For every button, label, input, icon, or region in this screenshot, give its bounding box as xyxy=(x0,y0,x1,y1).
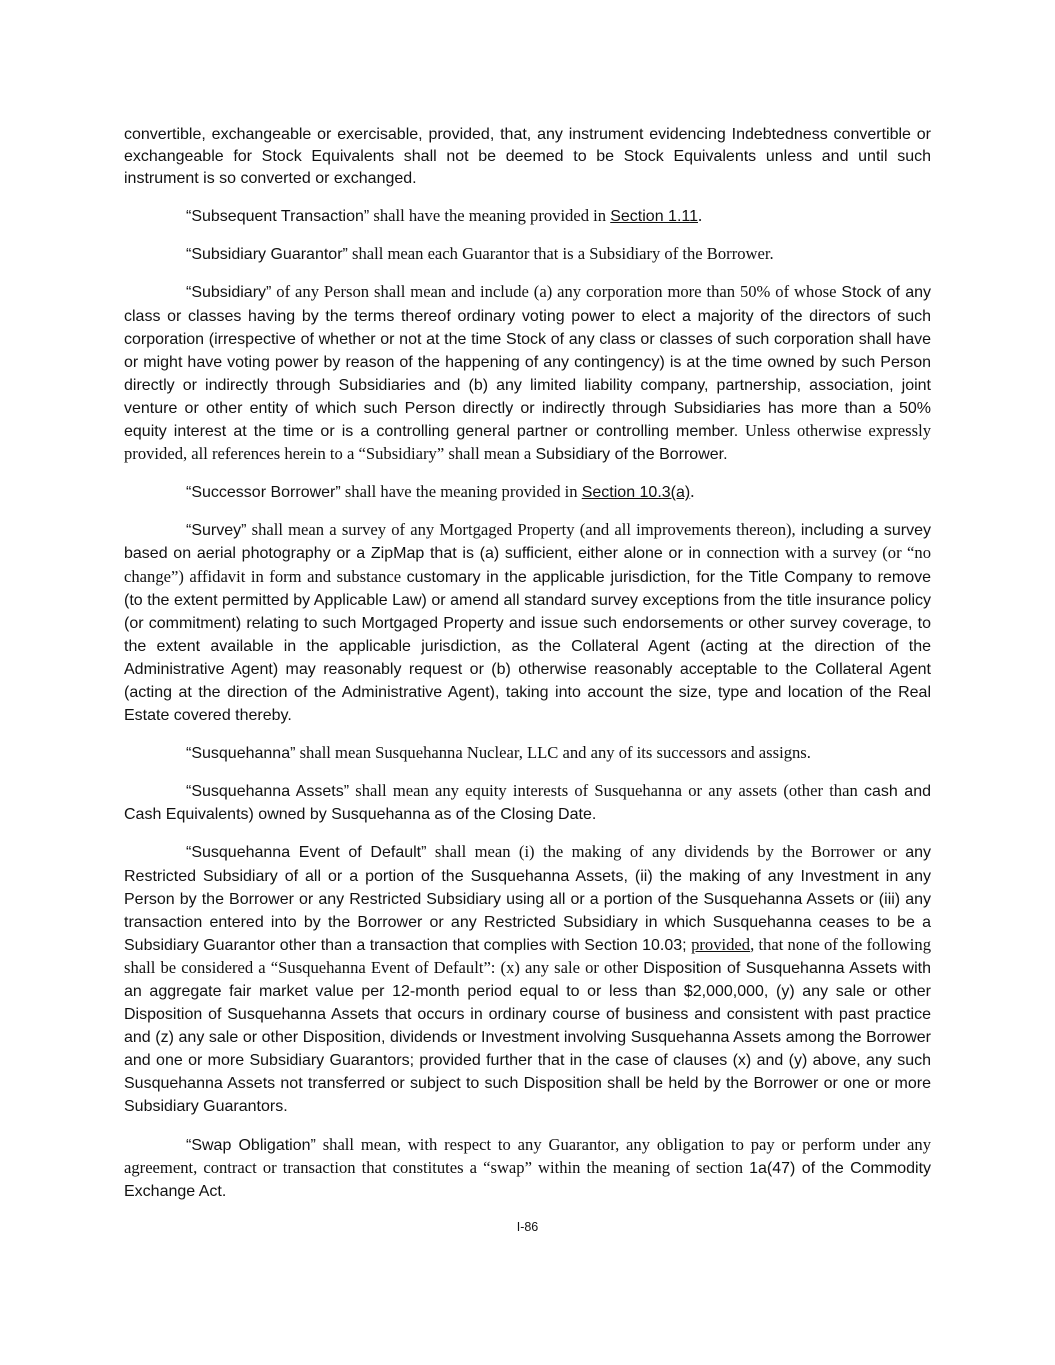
definition-text-sans-2: Disposition of Susquehanna Assets with an aggregate fair market value per 12-month period equal to or less than $2,000,000, (y) any sale or other Disposition of Susquehanna Assets that occurs in ordinary course of business and consistent with past practice and (z) any sale or other Disposition, dividends or Investment involving Susquehanna Assets among the Borrower and one or more Subsidiary Guarantors; provided further that in the case of clauses (x) and (y) above, any such Susquehanna Assets not transferred or subject to such Disposition shall be held by the Borrower or one or more Subsidiary Guarantors. xyxy=(124,959,931,1116)
page-number: I-86 xyxy=(516,1220,539,1234)
definition-text-sans: Stock of any class or classes having by the terms thereof ordinary voting power to elect a majority of the directors of such corporation (irrespective of whether or not at the time Stock of any class or classes of such corporation shall have or might have voting power by reason of the happening of any contingency) is at the time owned by such Person directly or indirectly through Subsidiaries and (b) any limited liability company, partnership, association, joint venture or other entity of which such Person directly or indirectly through Subsidiaries has more than a 50% equity interest at the time or is a controlling general partner or controlling member. xyxy=(124,284,931,441)
definition-text-sans: 1a(47) of the Commodity Exchange Act. xyxy=(124,1159,932,1200)
defined-term: “Subsidiary Guarantor” xyxy=(186,246,348,264)
defined-term: “Swap Obligation” xyxy=(186,1136,316,1154)
definition-text-2: connection with a survey (or “no change”) affidavit in form and substance xyxy=(124,543,931,586)
definition-subsequent-transaction xyxy=(124,205,931,228)
definition-successor-borrower xyxy=(124,481,931,504)
definition-text-2: Unless otherwise expressly provided, all references herein to a “Subsidiary” shall mean a xyxy=(124,421,931,464)
definition-text: shall have the meaning provided in xyxy=(340,482,582,502)
definition-text: shall mean each Guarantor that is a Subsidiary of the Borrower. xyxy=(347,244,774,264)
definition-text-2: , that none of the following shall be considered a “Susquehanna Event of Default”: (x) any sale or other xyxy=(124,934,931,977)
section-reference-link[interactable]: Section 1.11 xyxy=(610,208,698,226)
definition-subsidiary xyxy=(124,281,931,466)
defined-term: “Subsidiary” xyxy=(186,284,272,302)
definition-susquehanna-assets xyxy=(124,780,931,826)
definition-text: shall mean any equity interests of Susquehanna or any assets (other than xyxy=(349,781,864,801)
defined-term: “Successor Borrower” xyxy=(186,484,341,502)
definition-text: shall mean, with respect to any Guarantor, any obligation to pay or perform under any agreement, contract or transaction that constitutes a “swap” within the meaning of section xyxy=(124,1134,932,1177)
provided-word: provided xyxy=(691,934,751,954)
definition-text-sans-2: Subsidiary of the Borrower. xyxy=(535,446,728,464)
continuation-paragraph: convertible, exchangeable or exercisable, provided, that, any instrument evidencing Indebtedness convertible or exchangeable for Stock Equivalents shall not be deemed to be Stock Equivalents unless and until such instrument is so converted or exchanged. xyxy=(124,126,931,188)
definition-susquehanna xyxy=(124,742,931,765)
defined-term: “Susquehanna Assets” xyxy=(186,783,350,801)
definition-susquehanna-event-of-default xyxy=(124,841,931,1118)
definition-text: shall mean (i) the making of any dividends by the Borrower or xyxy=(426,842,906,862)
defined-term: “Susquehanna” xyxy=(186,745,296,763)
defined-term: “Susquehanna Event of Default” xyxy=(186,844,427,862)
defined-term: “Subsequent Transaction” xyxy=(186,208,370,226)
definition-text-sans: including a survey based on aerial photography or a ZipMap that is (a) sufficient, either alone or in xyxy=(124,522,931,563)
section-reference-link[interactable]: Section 10.3(a) xyxy=(581,484,691,502)
defined-term: “Survey” xyxy=(186,522,247,540)
definition-text: shall mean Susquehanna Nuclear, LLC and any of its successors and assigns. xyxy=(295,743,811,763)
definition-text: shall have the meaning provided in xyxy=(369,206,611,226)
definition-text: of any Person shall mean and include (a) any corporation more than 50% of whose xyxy=(271,282,842,302)
definition-text-end: . xyxy=(690,482,695,502)
definition-subsidiary-guarantor xyxy=(124,243,931,266)
definition-swap-obligation xyxy=(124,1134,931,1203)
definition-survey xyxy=(124,519,931,727)
definition-text-sans: cash and Cash Equivalents) owned by Susquehanna as of the Closing Date. xyxy=(124,783,931,824)
definition-text-sans-2: customary in the applicable jurisdiction, for the Title Company to remove (to the extent permitted by Applicable Law) or amend all standard survey exceptions from the title insurance policy (or commitment) relating to such Mortgaged Property and issue such endorsements or other survey coverage, to the extent available in the applicable jurisdiction, as the Collateral Agent (acting at the direction of the Administrative Agent) may reasonably request or (b) otherwise reasonably acceptable to the Collateral Agent (acting at the direction of the Administrative Agent), taking into account the size, type and location of the Real Estate covered thereby. xyxy=(124,568,931,725)
definition-text-sans: any Restricted Subsidiary of all or a portion of the Susquehanna Assets, (ii) the making of any Investment in any Person by the Borrower or any Restricted Subsidiary using all or a portion of the Susquehanna Assets or (iii) any transaction entered into by the Borrower or any Restricted Subsidiary in which Susquehanna ceases to be a Subsidiary Guarantor other than a transaction that complies with Section 10.03; xyxy=(124,844,931,954)
definition-text-end: . xyxy=(698,206,703,226)
definition-text: shall mean a survey of any Mortgaged Property (and all improvements thereon), xyxy=(246,520,801,540)
